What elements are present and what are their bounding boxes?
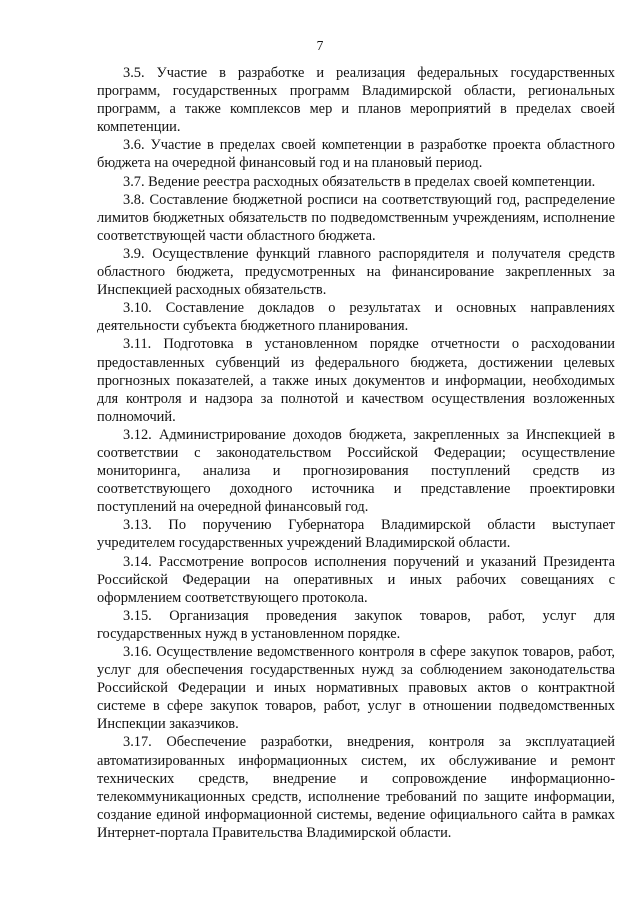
paragraph-3-10: 3.10. Составление докладов о результатах и основных направлениях деятельности субъекта бюджетного планирования. — [97, 300, 615, 335]
paragraph-3-7: 3.7. Ведение реестра расходных обязательств в пределах своей компетенции. — [123, 173, 596, 190]
page-number: 7 — [316, 38, 324, 53]
paragraph-3-5: 3.5. Участие в разработке и реализация федеральных государственных программ, государственных программ Владимирской области, региональных программ, а также комплексов мер и планов мероприятий в пределах своей компетенции. — [97, 65, 615, 136]
paragraph-3-9: 3.9. Осуществление функций главного распорядителя и получателя средств областного бюджета, предусмотренных на финансирование закрепленных за Инспекцией расходных обязательств. — [97, 245, 615, 299]
paragraph-3-15: 3.15. Организация проведения закупок товаров, работ, услуг для государственных нужд в установленном порядке. — [97, 607, 615, 642]
paragraph-3-8: 3.8. Составление бюджетной росписи на соответствующий год, распределение лимитов бюджетных обязательств по подведомственным учреждениям, исполнение соответствующей части областного бюджета. — [97, 191, 615, 244]
paragraph-3-13: 3.13. По поручению Губернатора Владимирской области выступает учредителем государственных учреждений Владимирской области. — [97, 517, 615, 552]
paragraph-3-14: 3.14. Рассмотрение вопросов исполнения поручений и указаний Президента Российской Федерации на оперативных и иных рабочих совещаниях с оформлением соответствующего протокола. — [97, 553, 615, 606]
paragraph-3-16: 3.16. Осуществление ведомственного контроля в сфере закупок товаров, работ, услуг для обеспечения государственных нужд за соблюдением законодательства Российской Федерации и иных нормативных правовых актов о контрактной системе в сфере закупок товаров, работ, услуг в отношении подведомственных Инспекции заказчиков. — [97, 644, 615, 733]
paragraph-3-6: 3.6. Участие в пределах своей компетенции в разработке проекта областного бюджета на очередной финансовый год и на плановый период. — [97, 137, 615, 172]
paragraph-3-12: 3.12. Администрирование доходов бюджета, закрепленных за Инспекцией в соответствии с законодательством Российской Федерации; осуществление мониторинга, анализа и прогнозирования поступлений средств из соответствующего доходного источника и представление проектировки поступлений на очередной финансовый год. — [97, 426, 615, 516]
document-body — [97, 64, 615, 842]
paragraph-3-17: 3.17. Обеспечение разработки, внедрения, контроля за эксплуатацией автоматизированных информационных систем, их обслуживание и ремонт технических средств, внедрение и сопровождение информационно-телекоммуникационных средств, исполнение требований по защите информации, создание единой информационной системы, ведение официального сайта в рамках Интернет-портала Правительства Владимирской области. — [97, 734, 615, 841]
paragraph-3-11: 3.11. Подготовка в установленном порядке отчетности о расходовании предоставленных субвенций из федерального бюджета, достижении целевых прогнозных показателей, а также иных документов и информации, необходимых для контроля и надзора за полнотой и качеством осуществления возложенных полномочий. — [97, 336, 615, 425]
